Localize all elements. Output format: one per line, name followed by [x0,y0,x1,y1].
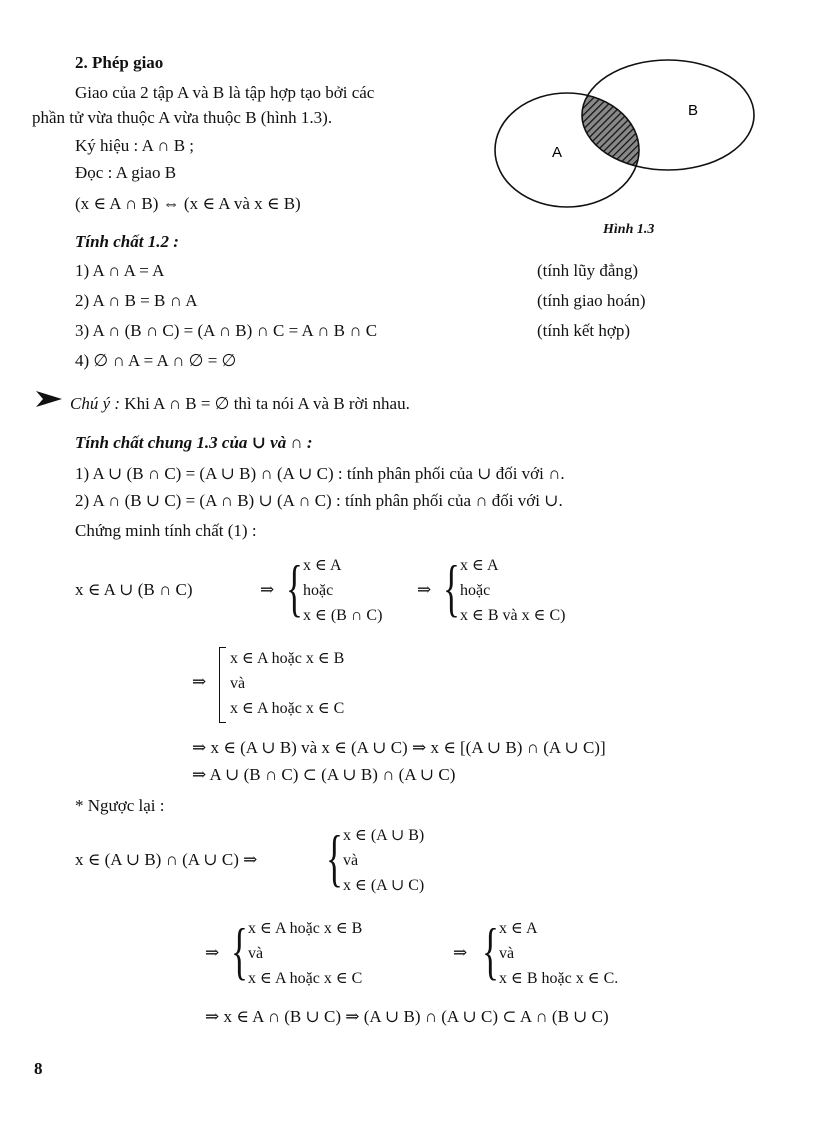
case-4-line-3: x ∈ (A ∪ C) [343,877,425,894]
property-1-name: (tính lũy đẳng) [537,261,639,280]
symbol-line: Ký hiệu : A ∩ B ; [75,136,195,155]
figure-caption: Hình 1.3 [603,222,655,237]
bracket-1 [219,647,226,723]
implies-arrow-1: ⇒ [260,580,275,599]
page-number: 8 [34,1059,43,1078]
note-label: Chú ý : [70,394,121,413]
case-block-1 [303,553,382,628]
case-block-2 [460,553,565,628]
implies-arrow-4: ⇒ [205,943,220,962]
case-block-6 [499,916,618,991]
section-title: 2. Phép giao [75,53,164,72]
implies-arrow-3: ⇒ [192,672,207,691]
case-3-line-3: x ∈ A hoặc x ∈ C [230,700,345,717]
case-block-3 [230,646,344,721]
read-line: Đọc : A giao B [75,163,177,182]
proof-final: ⇒ x ∈ A ∩ (B ∪ C) ⇒ (A ∪ B) ∩ (A ∪ C) ⊂ A ∩ (B ∪ C) [205,1007,609,1026]
brace-4: { [231,915,248,986]
property-3-formula: 3) A ∩ (B ∩ C) = (A ∩ B) ∩ C = A ∩ B ∩ C [75,321,378,340]
general-property-2: 2) A ∩ (B ∪ C) = (A ∩ B) ∪ (A ∩ C) : tính phân phối của ∩ đối với ∪. [75,491,563,510]
intro-line-2: phần tử vừa thuộc A vừa thuộc B (hình 1.3). [32,108,333,127]
converse-label: * Ngược lại : [75,796,165,815]
general-title: Tính chất chung 1.3 của ∪ và ∩ : [75,433,313,452]
definition: (x ∈ A ∩ B) ⇔ (x ∈ A và x ∈ B) [75,194,301,213]
brace-2: { [443,552,460,623]
note [70,393,410,415]
case-6-line-3: x ∈ B hoặc x ∈ C. [499,970,619,987]
case-2-line-2: hoặc [460,582,491,599]
case-6-line-2: và [499,945,515,962]
case-3-line-1: x ∈ A hoặc x ∈ B [230,650,345,667]
proof-step-4: ⇒ x ∈ (A ∪ B) và x ∈ (A ∪ C) ⇒ x ∈ [(A ∪ B) ∩ (A ∪ C)] [192,738,606,757]
property-2-name: (tính giao hoán) [537,291,646,310]
case-block-5 [248,916,362,991]
proof-lhs-2: x ∈ (A ∪ B) ∩ (A ∪ C) ⇒ [75,850,258,869]
case-1-line-3: x ∈ (B ∩ C) [303,607,383,624]
case-6-line-1: x ∈ A [499,920,538,937]
proof-step-5: ⇒ A ∪ (B ∩ C) ⊂ (A ∪ B) ∩ (A ∪ C) [192,765,456,784]
case-1-line-1: x ∈ A [303,557,342,574]
label-b: B [688,102,699,119]
note-text: Khi A ∩ B = ∅ thì ta nói A và B rời nhau. [124,394,410,413]
case-block-4 [343,823,424,898]
case-3-line-2: và [230,675,246,692]
property-title: Tính chất 1.2 : [75,232,179,251]
general-property-1: 1) A ∪ (B ∩ C) = (A ∪ B) ∩ (A ∪ C) : tính phân phối của ∪ đối với ∩. [75,464,565,483]
brace-1: { [286,552,303,623]
case-4-line-1: x ∈ (A ∪ B) [343,827,425,844]
case-2-line-1: x ∈ A [460,557,499,574]
venn-diagram [490,52,765,212]
brace-3: { [326,822,343,893]
case-4-line-2: và [343,852,359,869]
proof-lhs-1: x ∈ A ∪ (B ∩ C) [75,580,193,599]
label-a: A [552,144,563,161]
property-1-formula: 1) A ∩ A = A [75,261,165,280]
implies-arrow-2: ⇒ [417,580,432,599]
property-2-formula: 2) A ∩ B = B ∩ A [75,291,198,310]
case-1-line-2: hoặc [303,582,334,599]
arrow-bullet-icon [34,388,64,410]
property-4-formula: 4) ∅ ∩ A = A ∩ ∅ = ∅ [75,351,237,370]
case-2-line-3: x ∈ B và x ∈ C) [460,607,566,624]
property-3-name: (tính kết hợp) [537,321,631,340]
case-5-line-2: và [248,945,264,962]
proof-title: Chứng minh tính chất (1) : [75,521,257,540]
case-5-line-3: x ∈ A hoặc x ∈ C [248,970,363,987]
case-5-line-1: x ∈ A hoặc x ∈ B [248,920,363,937]
intro-line-1: Giao của 2 tập A và B là tập hợp tạo bởi các [75,83,375,102]
implies-arrow-5: ⇒ [453,943,468,962]
brace-5: { [482,915,499,986]
